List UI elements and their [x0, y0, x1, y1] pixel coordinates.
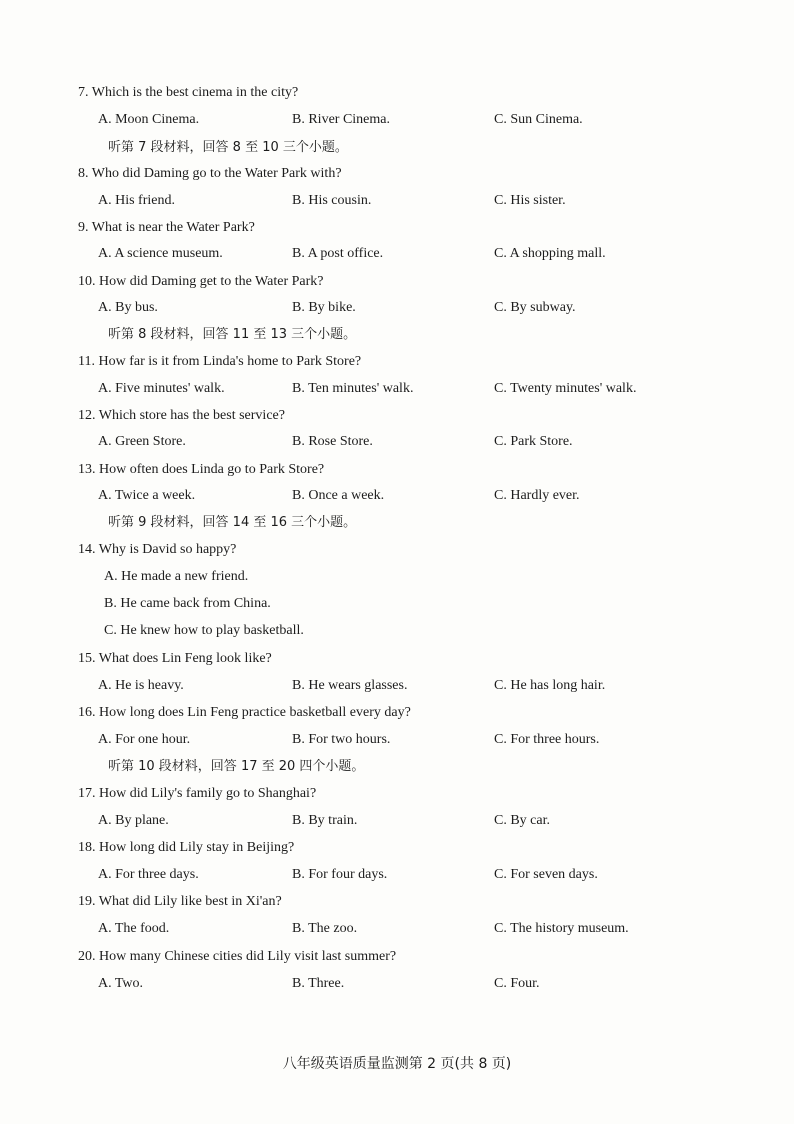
question-19	[78, 893, 282, 911]
option-b: B. River Cinema.	[292, 112, 390, 127]
question-8	[78, 165, 342, 183]
question-number: 18.	[78, 840, 96, 855]
option-b: B. By bike.	[292, 300, 356, 315]
question-text: How long does Lin Feng practice basketball every day?	[99, 705, 411, 720]
question-16	[78, 704, 411, 722]
option-a: A. Two.	[98, 976, 144, 991]
question-text: How long did Lily stay in Beijing?	[99, 840, 295, 855]
option-b: B. His cousin.	[292, 193, 372, 208]
question-text: How many Chinese cities did Lily visit last summer?	[99, 949, 397, 964]
question-number: 13.	[78, 462, 96, 477]
question-9	[78, 219, 255, 237]
option-b: B. The zoo.	[292, 921, 358, 936]
question-number: 15.	[78, 651, 96, 666]
option-b: B. He wears glasses.	[292, 678, 408, 693]
question-text: Who did Daming go to the Water Park with?	[91, 166, 342, 181]
option-a: A. He made a new friend.	[104, 569, 249, 584]
option-a: A. By plane.	[98, 813, 169, 828]
question-14	[78, 541, 236, 559]
question-text: How did Daming get to the Water Park?	[99, 274, 324, 289]
option-a: A. His friend.	[98, 193, 175, 208]
option-a: A. For one hour.	[98, 732, 191, 747]
question-20	[78, 948, 396, 966]
question-number: 20.	[78, 949, 96, 964]
section-instruction: 听第 10 段材料，回答 17 至 20 四个小题。	[108, 759, 365, 774]
option-b: B. Once a week.	[292, 488, 385, 503]
question-text: What is near the Water Park?	[91, 220, 255, 235]
question-text: How far is it from Linda's home to Park Store?	[98, 354, 362, 369]
option-c: C. The history museum.	[494, 921, 629, 936]
option-c: C. He knew how to play basketball.	[104, 623, 304, 638]
question-12	[78, 407, 285, 425]
question-7	[78, 84, 298, 102]
option-b: B. By train.	[292, 813, 358, 828]
option-b: B. A post office.	[292, 246, 384, 261]
option-a: A. Five minutes' walk.	[98, 381, 225, 396]
option-c: C. Park Store.	[494, 434, 573, 449]
question-18	[78, 839, 294, 857]
option-c: C. For three hours.	[494, 732, 600, 747]
question-17	[78, 785, 316, 803]
question-text: How often does Linda go to Park Store?	[99, 462, 325, 477]
option-c: C. He has long hair.	[494, 678, 606, 693]
option-c: C. By subway.	[494, 300, 576, 315]
option-c: C. Hardly ever.	[494, 488, 580, 503]
question-number: 11.	[78, 354, 95, 369]
question-text: Why is David so happy?	[98, 542, 237, 557]
option-a: A. For three days.	[98, 867, 199, 882]
question-15	[78, 650, 272, 668]
option-b: B. For four days.	[292, 867, 388, 882]
question-number: 7.	[78, 85, 89, 100]
page-footer: 八年级英语质量监测第 2 页(共 8 页)	[282, 1056, 512, 1072]
question-number: 17.	[78, 786, 96, 801]
option-a: A. The food.	[98, 921, 170, 936]
question-text: Which is the best cinema in the city?	[91, 85, 299, 100]
option-a: A. A science museum.	[98, 246, 223, 261]
option-a: A. Moon Cinema.	[98, 112, 200, 127]
question-number: 14.	[78, 542, 96, 557]
question-11	[78, 353, 361, 371]
question-text: What does Lin Feng look like?	[98, 651, 272, 666]
question-number: 8.	[78, 166, 89, 181]
question-13	[78, 461, 324, 479]
option-b: B. Ten minutes' walk.	[292, 381, 414, 396]
question-10	[78, 273, 324, 291]
option-a: A. Green Store.	[98, 434, 186, 449]
option-b: B. For two hours.	[292, 732, 391, 747]
question-text: What did Lily like best in Xi'an?	[98, 894, 282, 909]
option-c: C. Four.	[494, 976, 540, 991]
option-c: C. Sun Cinema.	[494, 112, 583, 127]
section-instruction: 听第 7 段材料，回答 8 至 10 三个小题。	[108, 140, 348, 155]
option-c: C. Twenty minutes' walk.	[494, 381, 637, 396]
question-number: 12.	[78, 408, 96, 423]
section-instruction: 听第 8 段材料，回答 11 至 13 三个小题。	[108, 327, 357, 342]
question-number: 19.	[78, 894, 96, 909]
option-c: C. For seven days.	[494, 867, 598, 882]
question-text: How did Lily's family go to Shanghai?	[99, 786, 317, 801]
question-number: 9.	[78, 220, 89, 235]
option-a: A. Twice a week.	[98, 488, 196, 503]
option-c: C. His sister.	[494, 193, 566, 208]
option-b: B. Three.	[292, 976, 345, 991]
option-c: C. A shopping mall.	[494, 246, 606, 261]
option-c: C. By car.	[494, 813, 550, 828]
section-instruction: 听第 9 段材料，回答 14 至 16 三个小题。	[108, 515, 357, 530]
question-text: Which store has the best service?	[98, 408, 285, 423]
option-b: B. Rose Store.	[292, 434, 373, 449]
question-number: 10.	[78, 274, 96, 289]
question-number: 16.	[78, 705, 96, 720]
option-a: A. He is heavy.	[98, 678, 184, 693]
option-a: A. By bus.	[98, 300, 158, 315]
option-b: B. He came back from China.	[104, 596, 271, 611]
